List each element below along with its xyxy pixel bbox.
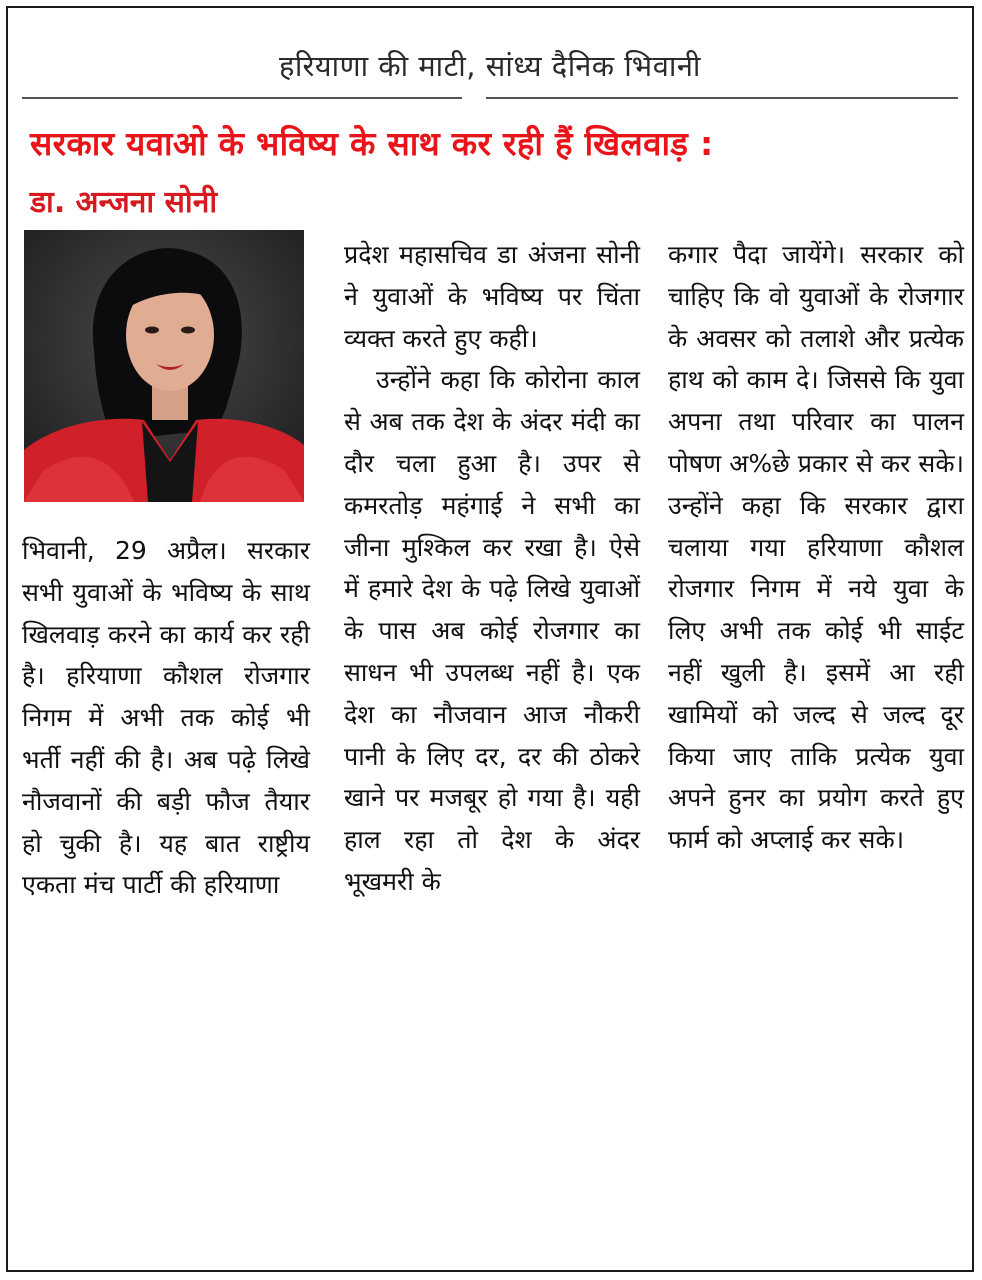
newspaper-clipping (6, 6, 974, 1272)
byline: डा. अन्जना सोनी (30, 185, 218, 220)
masthead-rule-right (486, 97, 958, 99)
article-paragraph: कगार पैदा जायेंगे। सरकार को चाहिए कि वो युवाओं के रोजगार के अवसर को तलाशे और प्रत्येक हाथ को काम दे। जिससे कि युवा अपना तथा परिवार का पालन पोषण अ%छे प्रकार से कर सके। उन्होंने कहा कि सरकार द्वारा चलाया गया हरियाणा कौशल रोजगार निगम में नये युवा के लिए अभी तक कोई भी साईट नहीं खुली है। इसमें आ रही खामियों को जल्द से जल्द दूर किया जाए ताकि प्रत्येक युवा अपने हुनर का प्रयोग करते हुए फार्म को अप्लाई कर सके। (668, 240, 964, 855)
masthead-rule-left (22, 97, 462, 99)
headline: सरकार यवाओ के भविष्य के साथ कर रही हैं खिलवाड़ : (30, 124, 714, 163)
portrait-illustration (24, 230, 304, 502)
masthead: हरियाणा की माटी, सांध्य दैनिक भिवानी (279, 49, 701, 83)
article-column-3 (668, 234, 964, 861)
article-column-2 (344, 234, 640, 903)
article-paragraph: भिवानी, 29 अप्रैल। सरकार सभी युवाओं के भविष्य के साथ खिलवाड़ करने का कार्य कर रही है। हरियाणा कौशल रोजगार निगम में अभी तक कोई भी भर्ती नहीं की है। अब पढ़े लिखे नौजवानों की बड़ी फौज तैयार हो चुकी है। यह बात राष्ट्रीय एकता मंच पार्टी की हरियाणा (22, 536, 310, 900)
article-paragraph: उन्होंने कहा कि कोरोना काल से अब तक देश के अंदर मंदी का दौर चला हुआ है। उपर से कमरतोड़ महंगाई ने सभी का जीना मुश्किल कर रखा है। ऐसे में हमारे देश के पढ़े लिखे युवाओं के पास अब कोई रोजगार का साधन भी उपलब्ध नहीं है। एक देश का नौजवान आज नौकरी पानी के लिए दर, दर की ठोकरे खाने पर मजबूर हो गया है। यही हाल रहा तो देश के अंदर भूखमरी के (344, 365, 640, 896)
portrait-photo (24, 230, 304, 502)
article-column-1 (22, 530, 310, 906)
article-paragraph: प्रदेश महासचिव डा अंजना सोनी ने युवाओं के भविष्य पर चिंता व्यक्त करते हुए कही। (344, 240, 640, 353)
